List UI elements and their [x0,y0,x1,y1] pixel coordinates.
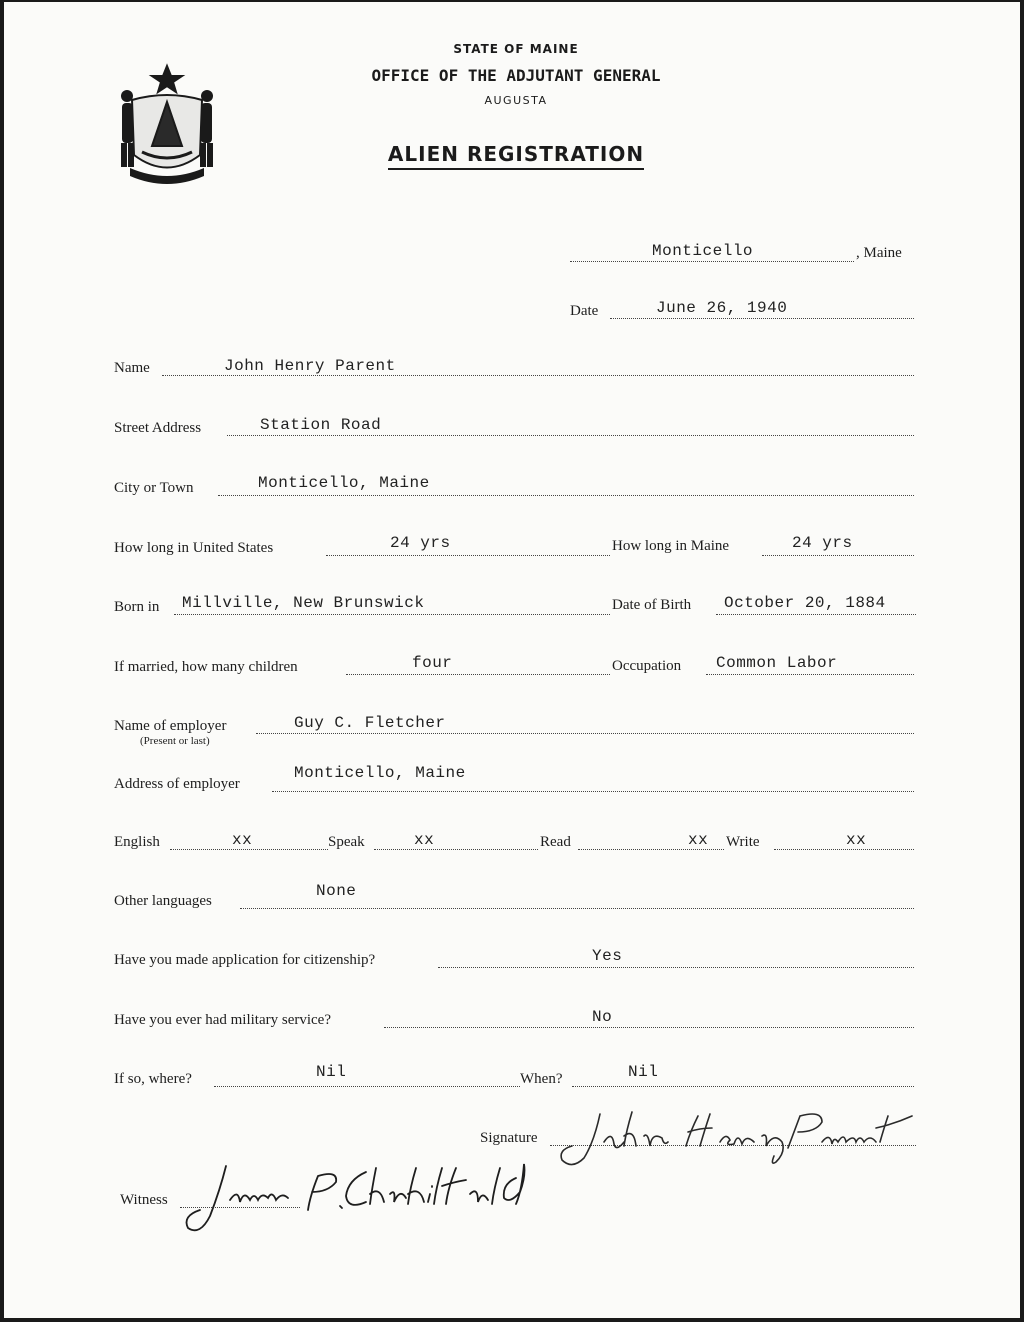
office-header: OFFICE OF THE ADJUTANT GENERAL [371,66,661,85]
children-value: four [412,654,453,672]
when-label: When? [520,1071,563,1087]
city-value: Monticello, Maine [258,474,430,492]
us-duration-line [326,555,610,556]
write-value: xx [846,831,867,849]
read-line [578,849,724,850]
employer-address-line [272,791,914,792]
military-line [384,1027,914,1028]
when-value: Nil [628,1063,659,1081]
where-line [214,1086,520,1087]
us-duration-label: How long in United States [114,540,274,556]
street-value: Station Road [260,416,382,434]
witness-signature [180,1160,540,1240]
speak-line [374,849,538,850]
document-page [4,2,1020,1318]
witness-label: Witness [120,1192,168,1208]
other-languages-label: Other languages [114,893,212,909]
employer-value: Guy C. Fletcher [294,714,446,732]
signature-label: Signature [480,1130,538,1146]
city-line [218,495,914,496]
when-line [572,1086,914,1087]
read-value: xx [688,831,709,849]
occupation-value: Common Labor [716,654,838,672]
children-line [346,674,610,675]
place-suffix: , Maine [856,245,902,261]
citizenship-label: Have you made application for citizenship? [114,952,376,968]
street-label: Street Address [114,420,202,436]
citizenship-line [438,967,914,968]
place-line [570,261,854,262]
where-label: If so, where? [114,1071,192,1087]
us-duration-value: 24 yrs [390,534,451,552]
street-line [227,435,914,436]
form-title-text: ALIEN REGISTRATION [388,142,644,170]
city-label: City or Town [114,480,194,496]
military-value: No [592,1008,613,1026]
dob-label: Date of Birth [612,597,692,613]
occupation-label: Occupation [612,658,682,674]
citizenship-value: Yes [592,947,623,965]
date-label: Date [570,303,599,319]
employer-line [256,733,914,734]
date-line [610,318,914,319]
date-value: June 26, 1940 [656,299,788,317]
employer-address-label: Address of employer [114,776,240,792]
name-line [162,375,914,376]
city-header: AUGUSTA [484,94,548,107]
military-label: Have you ever had military service? [114,1012,331,1028]
write-line [774,849,914,850]
employer-label: Name of employer [114,718,227,734]
dob-line [716,614,916,615]
children-label: If married, how many children [114,659,298,675]
born-line [174,614,610,615]
other-languages-line [240,908,914,909]
write-label: Write [726,834,760,850]
form-title [4,142,1020,166]
born-value: Millville, New Brunswick [182,594,425,612]
speak-value: xx [414,831,435,849]
english-value: xx [232,831,253,849]
born-label: Born in [114,599,160,615]
other-languages-value: None [316,882,357,900]
dob-value: October 20, 1884 [724,594,886,612]
maine-duration-label: How long in Maine [612,538,730,554]
employer-sublabel: (Present or last) [140,735,210,747]
maine-duration-line [762,555,914,556]
applicant-signature [554,1102,924,1172]
place-value: Monticello [652,242,754,260]
english-line [170,849,328,850]
english-label: English [114,834,160,850]
name-value: John Henry Parent [224,357,396,375]
maine-duration-value: 24 yrs [792,534,853,552]
occupation-line [706,674,914,675]
read-label: Read [540,834,571,850]
state-header: STATE OF MAINE [453,42,579,56]
where-value: Nil [316,1063,347,1081]
name-label: Name [114,360,150,376]
speak-label: Speak [328,834,365,850]
employer-address-value: Monticello, Maine [294,764,466,782]
